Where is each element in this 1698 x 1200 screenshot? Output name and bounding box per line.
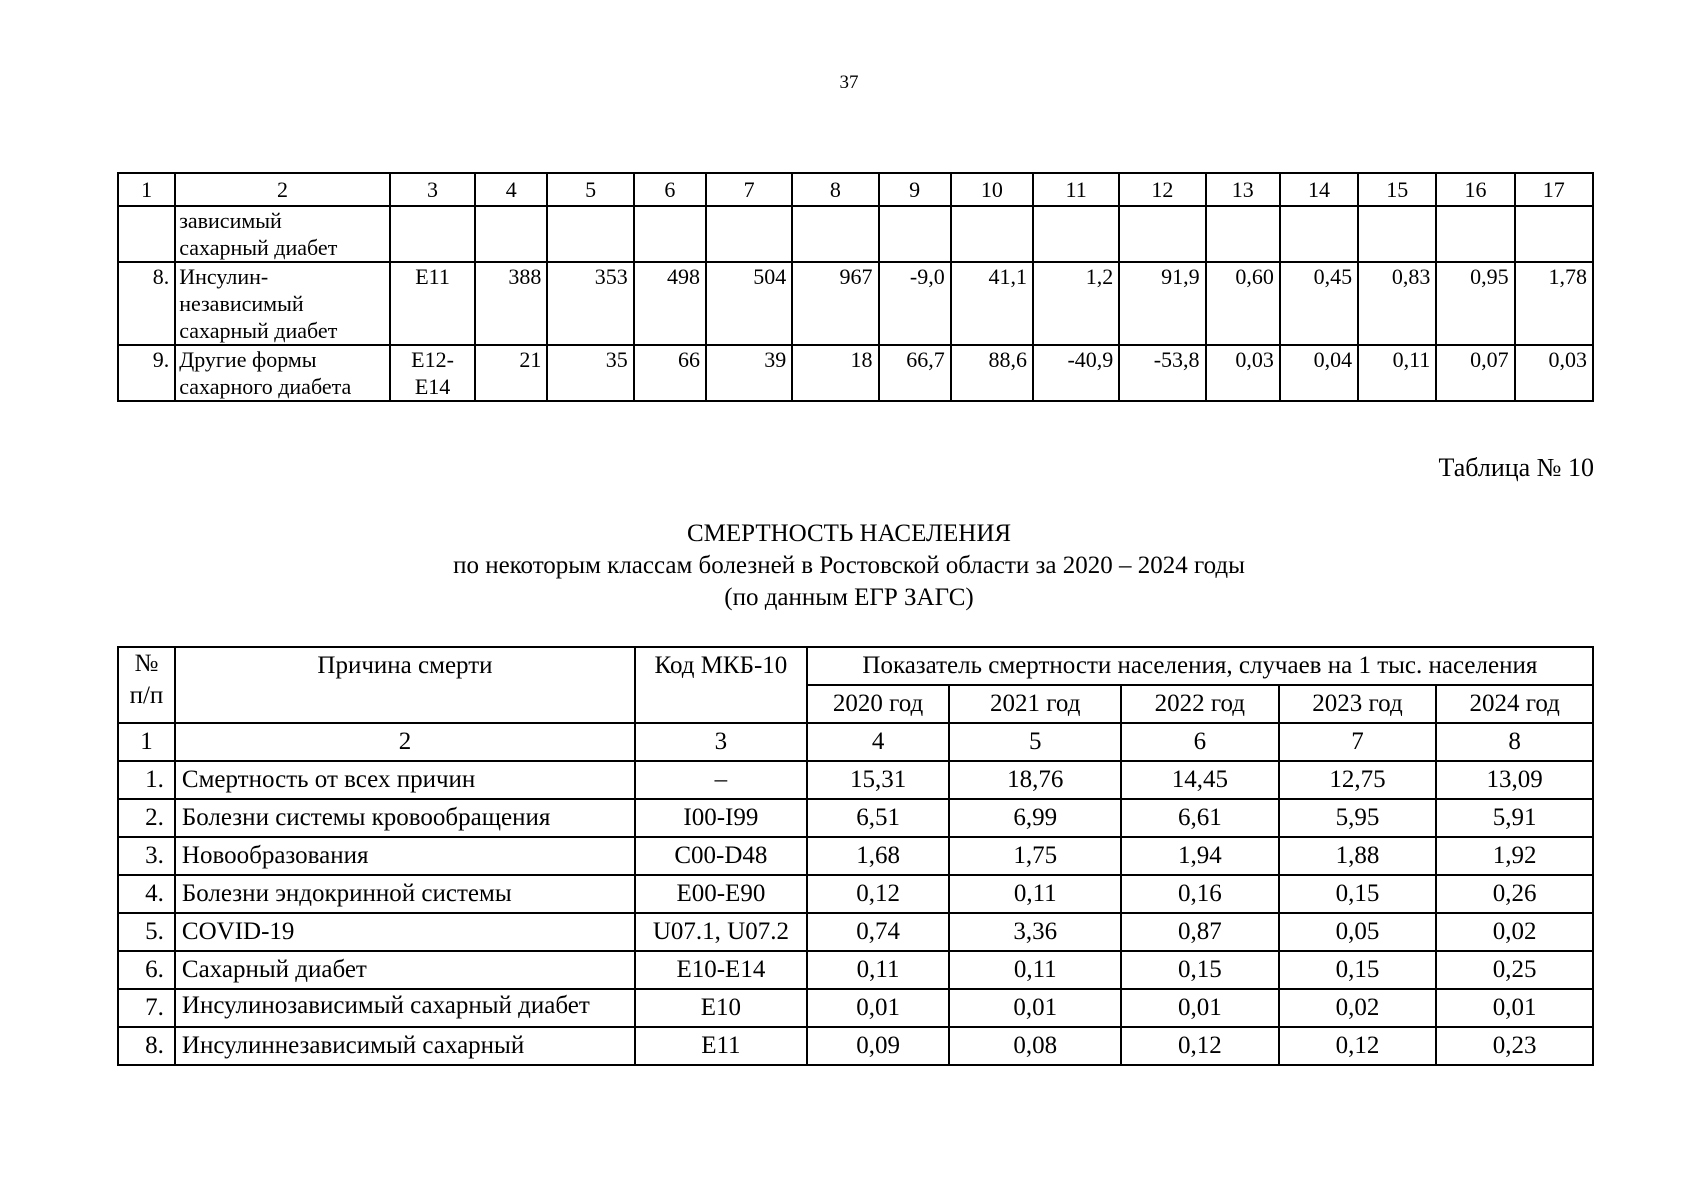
column-number: 7 <box>1279 723 1437 761</box>
rate-cell: 0,25 <box>1436 951 1593 989</box>
column-number: 16 <box>1436 173 1514 206</box>
value-cell <box>1436 206 1514 262</box>
table-row <box>118 837 1593 875</box>
header-year: 2023 год <box>1279 685 1437 723</box>
column-number: 5 <box>547 173 633 206</box>
disease-name: Инсулин- независимый сахарный диабет <box>175 262 390 345</box>
rate-cell: 0,74 <box>807 913 950 951</box>
rate-cell: 0,05 <box>1279 913 1437 951</box>
value-cell <box>547 206 633 262</box>
value-cell: 388 <box>475 262 547 345</box>
disease-name: зависимый сахарный диабет <box>175 206 390 262</box>
icd-code: U07.1, U07.2 <box>635 913 807 951</box>
rate-cell: 0,01 <box>1436 989 1593 1027</box>
column-number: 13 <box>1206 173 1280 206</box>
column-numbers-row <box>118 723 1593 761</box>
rate-cell: 0,08 <box>949 1027 1121 1065</box>
row-number: 6. <box>118 951 175 989</box>
header-row-number: № п/п <box>118 647 175 723</box>
value-cell: -9,0 <box>879 262 951 345</box>
row-number <box>118 206 175 262</box>
value-cell: 0,95 <box>1436 262 1514 345</box>
value-cell: 0,04 <box>1280 345 1358 401</box>
value-cell: 1,78 <box>1515 262 1593 345</box>
value-cell: 498 <box>634 262 706 345</box>
column-number: 2 <box>175 173 390 206</box>
value-cell: 21 <box>475 345 547 401</box>
rate-cell: 5,91 <box>1436 799 1593 837</box>
value-cell: 0,45 <box>1280 262 1358 345</box>
cause-of-death: Сахарный диабет <box>175 951 635 989</box>
rate-cell: 1,68 <box>807 837 950 875</box>
disease-name: Другие формы сахарного диабета <box>175 345 390 401</box>
value-cell: 353 <box>547 262 633 345</box>
rate-cell: 0,16 <box>1121 875 1279 913</box>
cause-of-death: Новообразования <box>175 837 635 875</box>
rate-cell: 1,75 <box>949 837 1121 875</box>
value-cell: 66,7 <box>879 345 951 401</box>
value-cell: 504 <box>706 262 792 345</box>
page-number: 37 <box>839 72 859 93</box>
column-number: 12 <box>1119 173 1205 206</box>
column-number: 4 <box>807 723 950 761</box>
icd-code: E12- E14 <box>390 345 475 401</box>
value-cell: 0,11 <box>1358 345 1436 401</box>
cause-of-death: Смертность от всех причин <box>175 761 635 799</box>
value-cell <box>634 206 706 262</box>
row-number: 4. <box>118 875 175 913</box>
icd-code: C00-D48 <box>635 837 807 875</box>
rate-cell: 0,02 <box>1279 989 1437 1027</box>
value-cell <box>879 206 951 262</box>
value-cell: 1,2 <box>1033 262 1119 345</box>
row-number: 1. <box>118 761 175 799</box>
rate-cell: 0,11 <box>949 951 1121 989</box>
rate-cell: 1,88 <box>1279 837 1437 875</box>
rate-cell: 0,23 <box>1436 1027 1593 1065</box>
table-source-note: (по данным ЕГР ЗАГС) <box>724 584 974 611</box>
rate-cell: 3,36 <box>949 913 1121 951</box>
value-cell: 35 <box>547 345 633 401</box>
rate-cell: 12,75 <box>1279 761 1437 799</box>
cause-of-death: Инсулинозависимый сахарный диабет <box>175 989 635 1027</box>
cause-of-death: Болезни эндокринной системы <box>175 875 635 913</box>
icd-code: E10 <box>635 989 807 1027</box>
value-cell <box>475 206 547 262</box>
rate-cell: 6,61 <box>1121 799 1279 837</box>
value-cell <box>706 206 792 262</box>
value-cell: 0,03 <box>1206 345 1280 401</box>
rate-cell: 1,94 <box>1121 837 1279 875</box>
table-row <box>118 345 1593 401</box>
header-year: 2021 год <box>949 685 1121 723</box>
table-row <box>118 206 1593 262</box>
row-number: 5. <box>118 913 175 951</box>
mortality-header-row <box>118 647 1593 685</box>
table-row <box>118 1027 1593 1065</box>
row-number: 7. <box>118 989 175 1027</box>
column-number: 1 <box>118 723 175 761</box>
row-number: 2. <box>118 799 175 837</box>
rate-cell: 0,01 <box>807 989 950 1027</box>
rate-cell: 0,02 <box>1436 913 1593 951</box>
value-cell: 66 <box>634 345 706 401</box>
rate-cell: 15,31 <box>807 761 950 799</box>
icd-code: E10-E14 <box>635 951 807 989</box>
rate-cell: 0,12 <box>807 875 950 913</box>
rate-cell: 18,76 <box>949 761 1121 799</box>
value-cell: 0,03 <box>1515 345 1593 401</box>
value-cell: -53,8 <box>1119 345 1205 401</box>
cause-of-death: Инсулиннезависимый сахарный <box>175 1027 635 1065</box>
column-number: 3 <box>390 173 475 206</box>
column-number: 8 <box>1436 723 1593 761</box>
icd-code: E11 <box>635 1027 807 1065</box>
table-row <box>118 913 1593 951</box>
icd-code: – <box>635 761 807 799</box>
value-cell: -40,9 <box>1033 345 1119 401</box>
column-number: 11 <box>1033 173 1119 206</box>
continued-table-header-row <box>118 173 1593 206</box>
table-title: СМЕРТНОСТЬ НАСЕЛЕНИЯ <box>686 520 1012 547</box>
rate-cell: 0,12 <box>1279 1027 1437 1065</box>
row-number: 8. <box>118 262 175 345</box>
column-number: 5 <box>949 723 1121 761</box>
rate-cell: 0,09 <box>807 1027 950 1065</box>
value-cell: 41,1 <box>951 262 1033 345</box>
table-row <box>118 761 1593 799</box>
column-number: 4 <box>475 173 547 206</box>
value-cell: 91,9 <box>1119 262 1205 345</box>
cause-of-death: Болезни системы кровообращения <box>175 799 635 837</box>
value-cell <box>1515 206 1593 262</box>
value-cell <box>951 206 1033 262</box>
rate-cell: 13,09 <box>1436 761 1593 799</box>
column-number: 10 <box>951 173 1033 206</box>
table-row <box>118 262 1593 345</box>
value-cell: 967 <box>792 262 878 345</box>
value-cell <box>1358 206 1436 262</box>
rate-cell: 6,51 <box>807 799 950 837</box>
header-indicator: Показатель смертности населения, случаев на 1 тыс. населения <box>807 647 1593 685</box>
rate-cell: 0,11 <box>949 875 1121 913</box>
header-year: 2024 год <box>1436 685 1593 723</box>
table-row <box>118 951 1593 989</box>
value-cell <box>1206 206 1280 262</box>
table-subtitle: по некоторым классам болезней в Ростовской области за 2020 – 2024 годы <box>453 552 1245 579</box>
header-icd-code: Код МКБ-10 <box>635 647 807 723</box>
rate-cell: 0,15 <box>1279 951 1437 989</box>
value-cell: 0,83 <box>1358 262 1436 345</box>
column-number: 2 <box>175 723 635 761</box>
column-number: 6 <box>1121 723 1279 761</box>
table-row <box>118 989 1593 1027</box>
table-row <box>118 799 1593 837</box>
mortality-table <box>117 646 1594 1066</box>
column-number: 6 <box>634 173 706 206</box>
rate-cell: 0,12 <box>1121 1027 1279 1065</box>
rate-cell: 0,01 <box>1121 989 1279 1027</box>
rate-cell: 0,87 <box>1121 913 1279 951</box>
header-year: 2022 год <box>1121 685 1279 723</box>
column-number: 1 <box>118 173 175 206</box>
icd-code: E11 <box>390 262 475 345</box>
value-cell: 0,07 <box>1436 345 1514 401</box>
column-number: 3 <box>635 723 807 761</box>
value-cell <box>1119 206 1205 262</box>
column-number: 17 <box>1515 173 1593 206</box>
rate-cell: 1,92 <box>1436 837 1593 875</box>
row-number: 9. <box>118 345 175 401</box>
column-number: 8 <box>792 173 878 206</box>
value-cell: 18 <box>792 345 878 401</box>
column-number: 15 <box>1358 173 1436 206</box>
icd-code <box>390 206 475 262</box>
continued-table <box>117 172 1594 402</box>
table-label: Таблица № 10 <box>1438 453 1594 482</box>
rate-cell: 0,15 <box>1279 875 1437 913</box>
rate-cell: 0,26 <box>1436 875 1593 913</box>
rate-cell: 5,95 <box>1279 799 1437 837</box>
rate-cell: 0,11 <box>807 951 950 989</box>
rate-cell: 6,99 <box>949 799 1121 837</box>
rate-cell: 0,15 <box>1121 951 1279 989</box>
value-cell <box>792 206 878 262</box>
column-number: 14 <box>1280 173 1358 206</box>
icd-code: E00-E90 <box>635 875 807 913</box>
value-cell <box>1033 206 1119 262</box>
value-cell: 0,60 <box>1206 262 1280 345</box>
row-number: 8. <box>118 1027 175 1065</box>
column-number: 7 <box>706 173 792 206</box>
cause-of-death: COVID-19 <box>175 913 635 951</box>
value-cell: 88,6 <box>951 345 1033 401</box>
value-cell <box>1280 206 1358 262</box>
value-cell: 39 <box>706 345 792 401</box>
row-number: 3. <box>118 837 175 875</box>
icd-code: I00-I99 <box>635 799 807 837</box>
header-year: 2020 год <box>807 685 950 723</box>
column-number: 9 <box>879 173 951 206</box>
header-cause: Причина смерти <box>175 647 635 723</box>
rate-cell: 0,01 <box>949 989 1121 1027</box>
rate-cell: 14,45 <box>1121 761 1279 799</box>
table-row <box>118 875 1593 913</box>
